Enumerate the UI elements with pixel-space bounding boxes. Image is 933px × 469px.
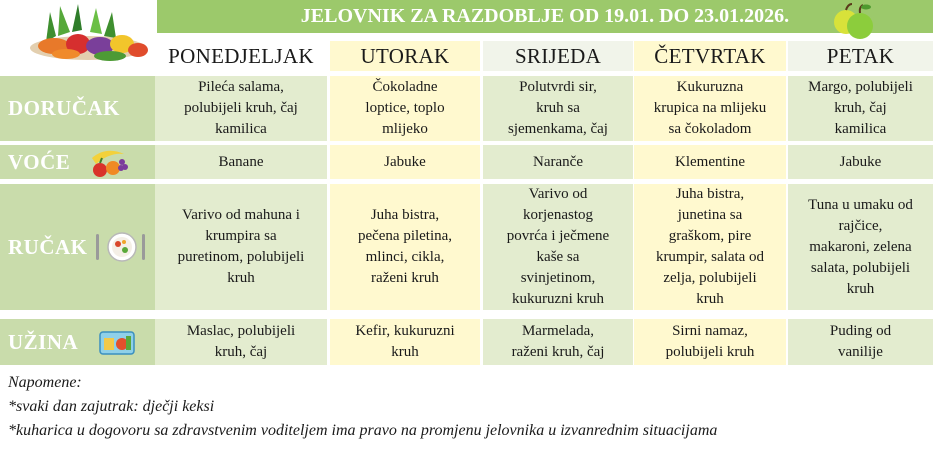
menu-cell-breakfast-thu: Kukuruzna krupica na mlijeku sa čokoladom xyxy=(634,76,786,141)
notes xyxy=(8,371,928,443)
menu-cell-lunch-mon: Varivo od mahuna i krumpira sa puretinom, polubijeli kruh xyxy=(155,184,327,310)
menu-cell-lunch-tue: Juha bistra, pečena piletina, mlinci, cikla, raženi kruh xyxy=(330,184,480,310)
notes-heading: Napomene: xyxy=(8,374,82,391)
apples-illustration xyxy=(830,2,878,42)
menu-cell-snack-thu: Sirni namaz, polubijeli kruh xyxy=(634,319,786,365)
row-label-text: RUČAK xyxy=(8,234,88,259)
snack-icon xyxy=(96,326,138,358)
plate-icon xyxy=(94,230,150,264)
menu-cell-snack-mon: Maslac, polubijeli kruh, čaj xyxy=(155,319,327,365)
menu-cell-fruit-fri: Jabuke xyxy=(788,145,933,179)
page-title: JELOVNIK ZA RAZDOBLJE OD 19.01. DO 23.01.2026. xyxy=(300,5,790,27)
menu-cell-breakfast-fri: Margo, polubijeli kruh, čaj kamilica xyxy=(788,76,933,141)
day-header-wed: SRIJEDA xyxy=(483,41,633,71)
fruit-icon xyxy=(88,146,132,180)
menu-cell-breakfast-mon: Pileća salama, polubijeli kruh, čaj kamilica xyxy=(155,76,327,141)
title-banner xyxy=(157,0,933,33)
menu-cell-snack-wed: Marmelada, raženi kruh, čaj xyxy=(483,319,633,365)
day-header-tue: UTORAK xyxy=(330,41,480,71)
note-line: *svaki dan zajutrak: dječji keksi xyxy=(8,398,215,415)
vegetables-illustration xyxy=(20,2,156,68)
note-line: *kuharica u dogovoru sa zdravstvenim voditeljem ima pravo na promjenu jelovnika u izvanrednim situacijama xyxy=(8,422,718,439)
menu-cell-fruit-thu: Klementine xyxy=(634,145,786,179)
menu-cell-fruit-wed: Naranče xyxy=(483,145,633,179)
menu-cell-snack-tue: Kefir, kukuruzni kruh xyxy=(330,319,480,365)
day-header-fri: PETAK xyxy=(788,41,933,71)
menu-cell-lunch-wed: Varivo od korjenastog povrća i ječmene kaše sa svinjetinom, kukuruzni kruh xyxy=(483,184,633,310)
menu-cell-fruit-mon: Banane xyxy=(155,145,327,179)
row-label-text: DORUČAK xyxy=(8,96,120,120)
menu-cell-fruit-tue: Jabuke xyxy=(330,145,480,179)
menu-cell-breakfast-tue: Čokoladne loptice, toplo mlijeko xyxy=(330,76,480,141)
menu-cell-breakfast-wed: Polutvrdi sir, kruh sa sjemenkama, čaj xyxy=(483,76,633,141)
row-label-breakfast xyxy=(0,76,155,141)
menu-cell-lunch-thu: Juha bistra, junetina sa graškom, pire krumpir, salata od zelja, polubijeli kruh xyxy=(634,184,786,310)
row-label-text: UŽINA xyxy=(8,329,79,354)
menu-cell-snack-fri: Puding od vanilije xyxy=(788,319,933,365)
day-header-mon: PONEDJELJAK xyxy=(168,43,314,68)
day-header-thu: ČETVRTAK xyxy=(634,41,786,71)
menu-cell-lunch-fri: Tuna u umaku od rajčice, makaroni, zelena salata, polubijeli kruh xyxy=(788,184,933,310)
row-label-text: VOĆE xyxy=(8,149,71,174)
